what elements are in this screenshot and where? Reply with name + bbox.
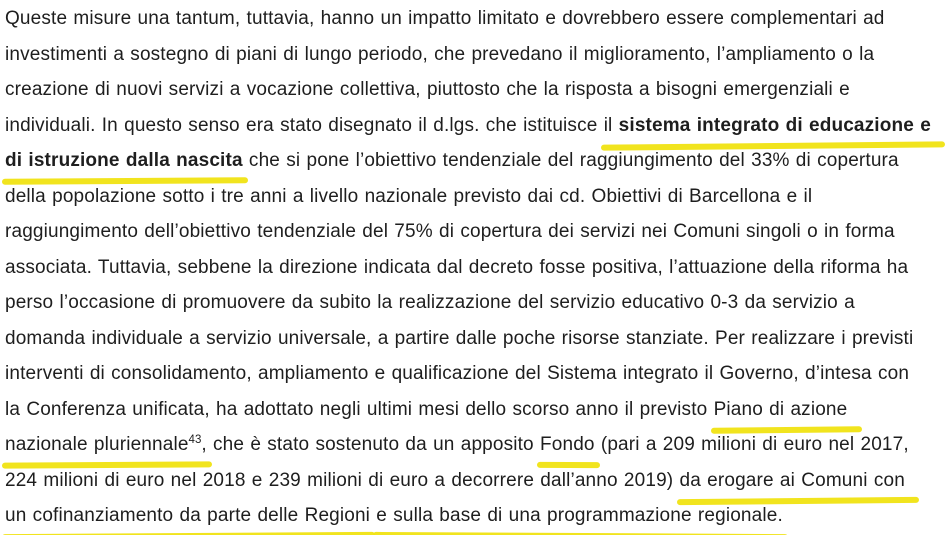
text-segment: individuali. In questo senso era stato disegnato il d.lgs. che istituisce <box>5 114 604 136</box>
text-line <box>5 214 943 250</box>
text-segment: 224 milioni di euro nel 2018 e 239 milioni di euro a decorrere dall’anno 2019) <box>5 469 680 491</box>
text-line <box>5 179 943 215</box>
footnote-reference: 43 <box>188 434 202 446</box>
text-segment: domanda individuale a servizio universale, a partire dalle poche risorse stanziate. Per realizzare i previsti <box>5 327 914 349</box>
highlighted-text <box>540 427 595 463</box>
text-segment: associata. Tuttavia, sebbene la direzione indicata dal decreto fosse positiva, l’attuazione della riforma ha <box>5 256 909 278</box>
text-segment: perso l’occasione di promuovere da subito la realizzazione del servizio educativo 0-3 da servizio a <box>5 292 855 313</box>
text-segment: della popolazione sotto i tre anni a livello nazionale previsto dai cd. Obiettivi di Barcellona e il <box>5 185 813 207</box>
text-line <box>5 427 943 463</box>
highlighted-text <box>5 143 243 179</box>
text-segment: interventi di consolidamento, ampliamento e qualificazione del Sistema integrato il Governo, d’intesa con <box>5 363 910 384</box>
text-segment: Piano di azione <box>713 398 848 420</box>
text-line <box>5 392 943 428</box>
text-segment: un cofinanziamento da parte delle Regioni <box>5 505 371 526</box>
highlighted-text <box>604 108 931 144</box>
highlighted-text <box>680 463 905 499</box>
text-segment: raggiungimento dell’obiettivo tendenziale del 75% di copertura dei servizi nei Comuni singoli o in forma <box>5 221 895 242</box>
text-line <box>5 321 943 357</box>
text-segment: che si pone l’obiettivo tendenziale del raggiungimento del 33% di copertura <box>242 150 899 171</box>
highlighted-text <box>5 427 207 463</box>
text-segment: Queste misure una tantum, tuttavia, hanno un impatto limitato e dovrebbero essere complementari ad <box>5 8 885 29</box>
highlighted-text <box>5 498 370 534</box>
text-line <box>5 72 943 108</box>
bold-text-segment: di istruzione dalla nascita <box>5 150 243 171</box>
text-line <box>5 463 943 499</box>
text-segment: Fondo <box>540 434 595 455</box>
text-line <box>5 285 943 321</box>
text-segment: (pari a 209 milioni di euro nel 2017, <box>594 434 909 455</box>
text-line <box>5 37 943 73</box>
text-line <box>5 143 943 179</box>
text-line <box>5 1 943 37</box>
text-segment: la Conferenza unificata, ha adottato negli ultimi mesi dello scorso anno il previsto <box>5 398 714 420</box>
text-segment: da erogare ai Comuni con <box>679 469 905 491</box>
highlighted-text <box>376 498 783 534</box>
text-segment: il <box>603 114 619 136</box>
bold-text-segment: sistema integrato di educazione e <box>618 114 931 136</box>
text-line <box>5 356 943 392</box>
text-segment: creazione di nuovi servizi a vocazione collettiva, piuttosto che la risposta a bisogni emergenziali e <box>5 79 850 100</box>
text-segment: che è stato sostenuto da un apposito <box>206 434 540 455</box>
highlighted-text <box>714 392 848 428</box>
text-segment: e sulla base di una programmazione regionale. <box>376 505 783 526</box>
text-segment: , <box>201 434 207 455</box>
text-line <box>5 498 943 534</box>
text-line <box>5 108 943 144</box>
text-line <box>5 250 943 286</box>
text-segment: nazionale pluriennale <box>5 434 189 455</box>
text-segment: investimenti a sostegno di piani di lungo periodo, che prevedano il miglioramento, l’ampliamento o la <box>5 43 875 65</box>
